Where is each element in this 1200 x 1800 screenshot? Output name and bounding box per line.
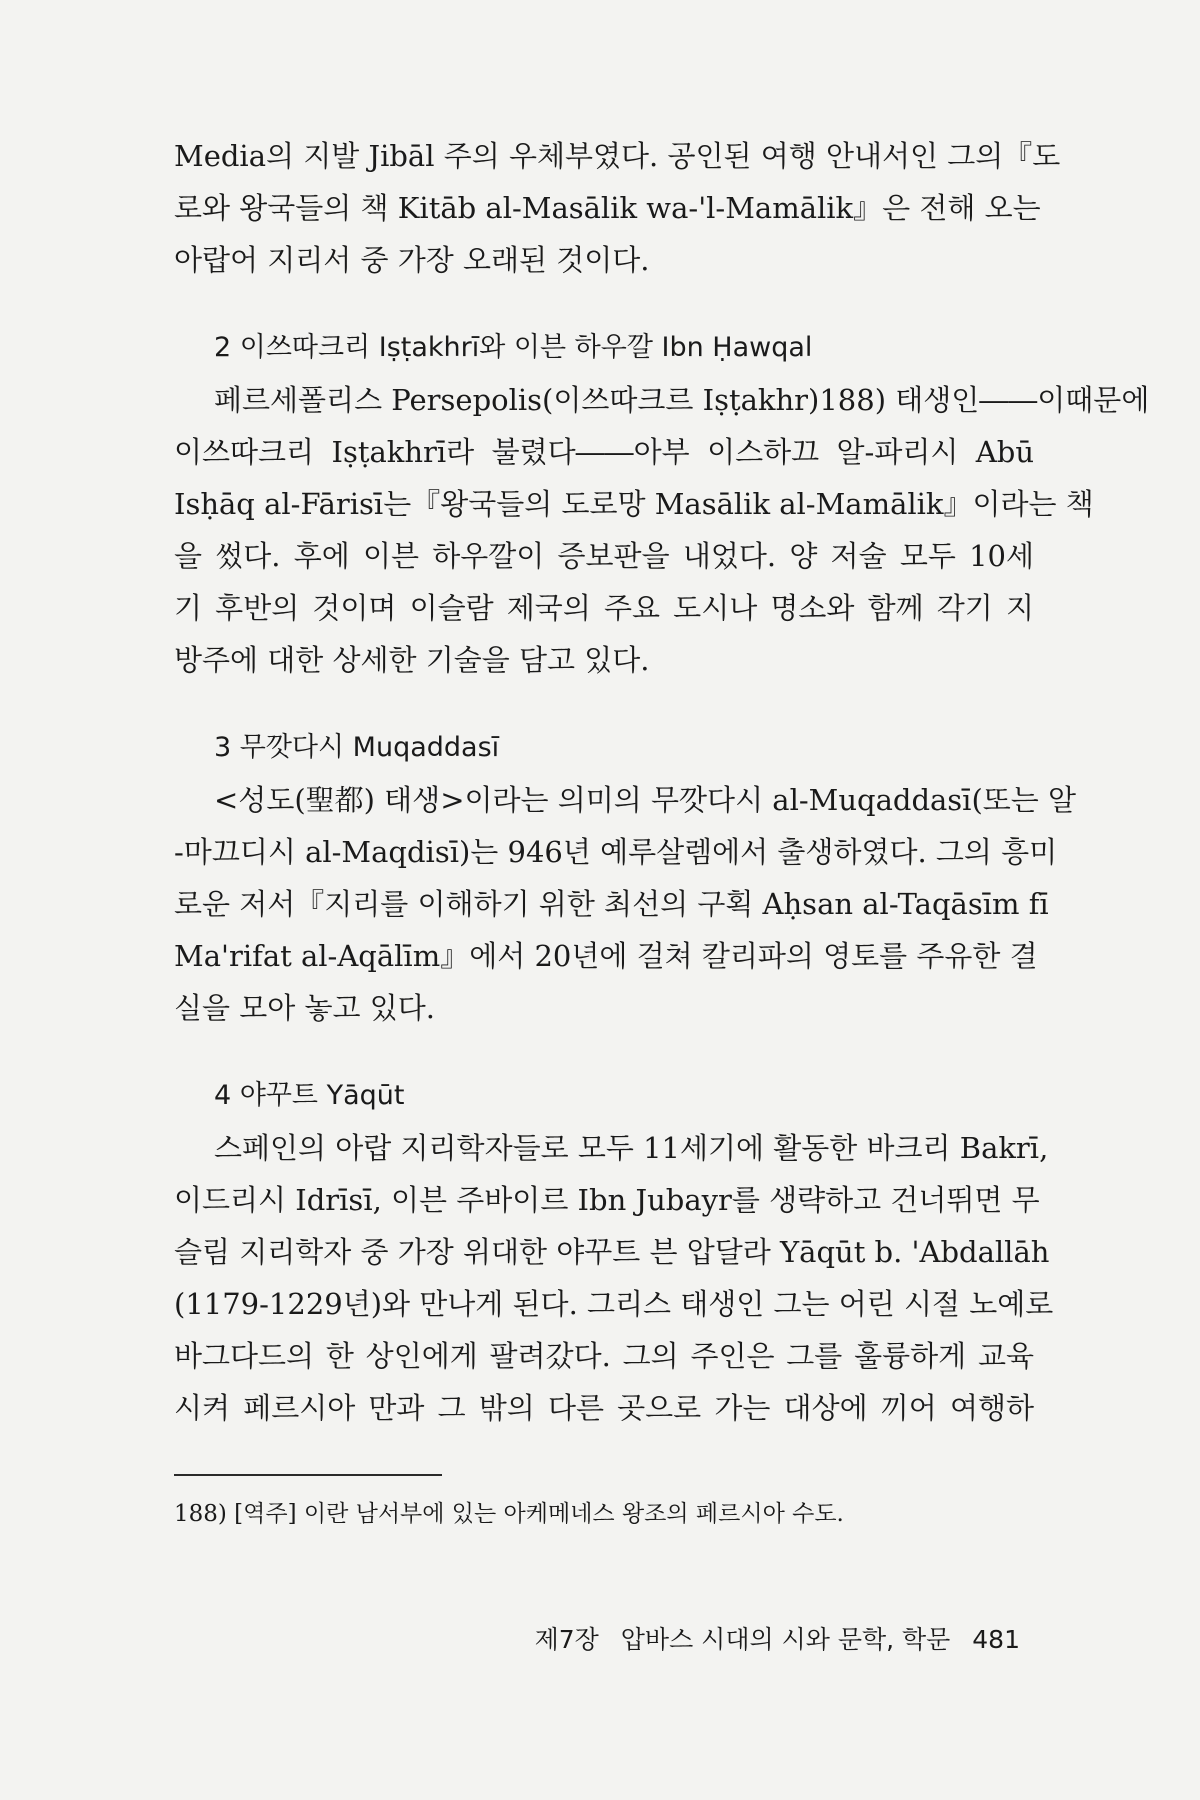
text-line: 슬림 지리학자 중 가장 위대한 야꾸트 븐 압달라 Yāqūt b. 'Abdallāh	[174, 1235, 1050, 1269]
text-line: (1179-1229년)와 만나게 된다. 그리스 태생인 그는 어린 시절 노예로	[174, 1287, 1054, 1321]
section-4	[174, 1070, 1054, 1434]
running-footer	[521, 1620, 1020, 1660]
text-line: 로운 저서『지리를 이해하기 위한 최선의 구획 Aḥsan al-Taqāsīm fī	[174, 887, 1049, 921]
text-line: Ma'rifat al-Aqālīm』에서 20년에 걸쳐 칼리파의 영토를 주유한 결	[174, 939, 1038, 973]
text-line: 로와 왕국들의 책 Kitāb al-Masālik wa-'l-Mamālik』은 전해 오는	[174, 191, 1041, 225]
text-line: 스페인의 아랍 지리학자들로 모두 11세기에 활동한 바크리 Bakrī,	[214, 1131, 1049, 1165]
section-spacer	[174, 686, 1034, 722]
section-heading: 2 이쓰따크리 Iṣṭakhrī와 이븐 하우깔 Ibn Ḥawqal	[214, 332, 813, 363]
text-line: 시켜 페르시아 만과 그 밖의 다른 곳으로 가는 대상에 끼어 여행하	[174, 1391, 1034, 1425]
text-line: <성도(聖都) 태생>이라는 의미의 무깟다시 al-Muqaddasī(또는 알	[214, 783, 1077, 817]
page-number: 481	[972, 1625, 1020, 1654]
text-line: 이드리시 Idrīsī, 이븐 주바이르 Ibn Jubayr를 생략하고 건너뛰면 무	[174, 1183, 1040, 1217]
section-heading: 3 무깟다시 Muqaddasī	[214, 732, 500, 763]
text-line: 페르세폴리스 Persepolis(이쓰따크르 Iṣṭakhr)188) 태생인――이때문에	[214, 383, 1150, 417]
body-text	[174, 130, 1150, 1434]
section-heading: 4 야꾸트 Yāqūt	[214, 1080, 405, 1111]
text-line: -마끄디시 al-Maqdisī)는 946년 예루살렘에서 출생하였다. 그의 흥미	[174, 835, 1058, 869]
text-line: 바그다드의 한 상인에게 팔려갔다. 그의 주인은 그를 훌륭하게 교육	[174, 1339, 1034, 1373]
text-line: Isḥāq al-Fārisī는『왕국들의 도로망 Masālik al-Mamālik』이라는 책	[174, 487, 1094, 521]
intro-paragraph	[174, 130, 1061, 286]
footnote-divider	[174, 1474, 442, 1476]
text-line: 방주에 대한 상세한 기술을 담고 있다.	[174, 643, 650, 677]
text-line: 실을 모아 놓고 있다.	[174, 991, 435, 1025]
text-line: 아랍어 지리서 중 가장 오래된 것이다.	[174, 243, 650, 277]
section-3	[174, 722, 1077, 1034]
chapter-title: 압바스 시대의 시와 문학, 학문	[620, 1625, 951, 1654]
section-spacer	[174, 286, 1034, 322]
section-spacer	[174, 1034, 1034, 1070]
text-line: 을 썼다. 후에 이븐 하우깔이 증보판을 내었다. 양 저술 모두 10세	[174, 539, 1034, 573]
text-line: 이쓰따크리 Iṣṭakhrī라 불렸다――아부 이스하끄 알-파리시 Abū	[174, 435, 1034, 469]
text-line: 기 후반의 것이며 이슬람 제국의 주요 도시나 명소와 함께 각기 지	[174, 591, 1034, 625]
section-2	[174, 322, 1150, 686]
chapter-label: 제7장	[534, 1625, 599, 1654]
footnote: 188) [역주] 이란 남서부에 있는 아케메네스 왕조의 페르시아 수도.	[174, 1501, 844, 1527]
text-line: Media의 지발 Jibāl 주의 우체부였다. 공인된 여행 안내서인 그의『도	[174, 139, 1061, 173]
